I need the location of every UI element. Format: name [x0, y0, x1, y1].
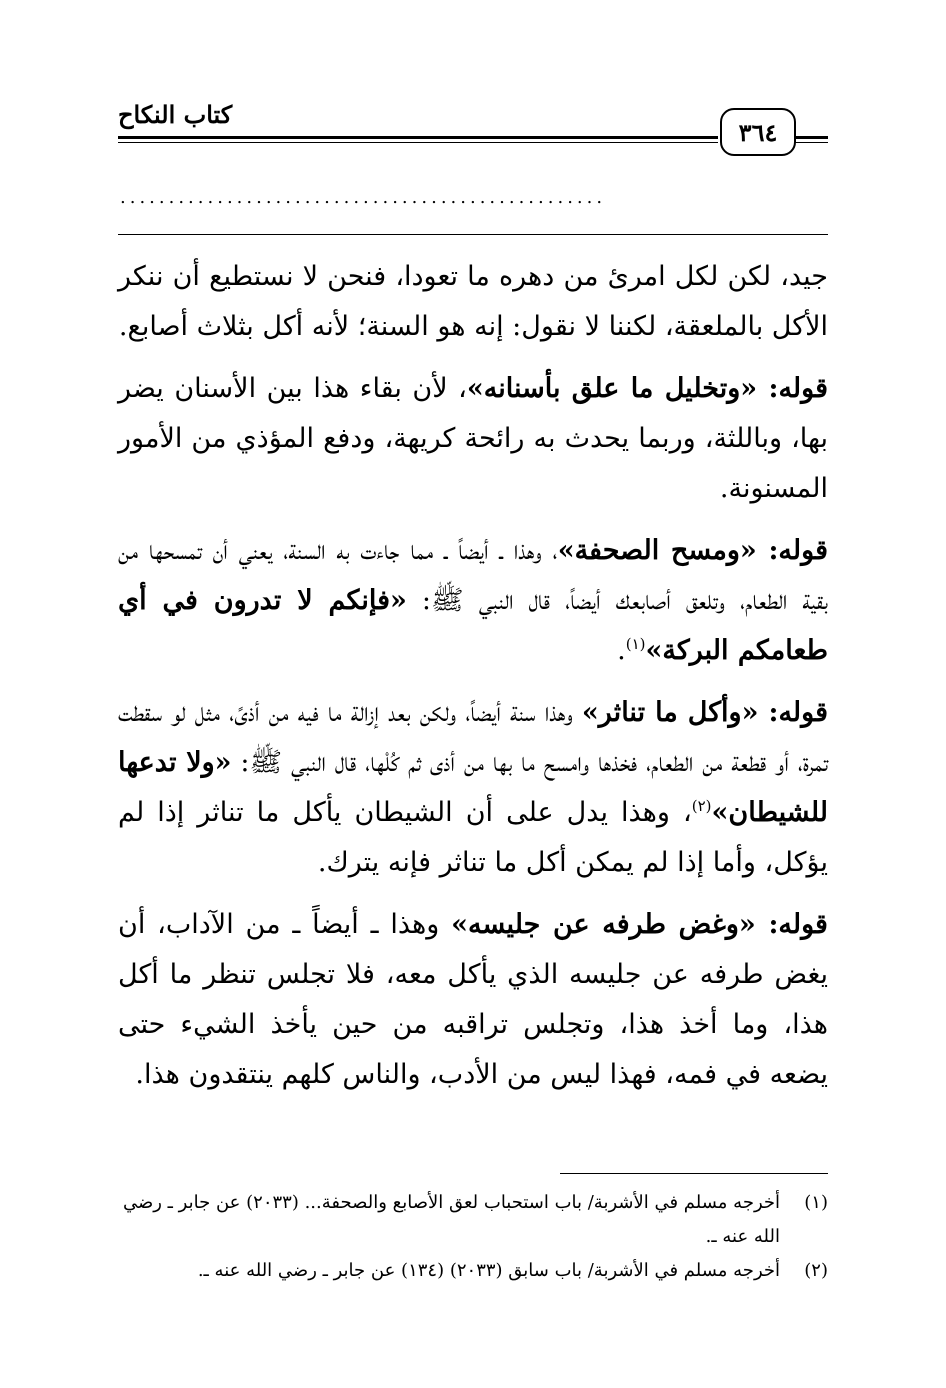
footnote-number: (١) — [804, 1192, 828, 1213]
footnote-ref: (٢) — [691, 797, 712, 815]
paragraph-tail: . — [617, 635, 626, 666]
paragraph — [118, 364, 828, 514]
paragraph — [118, 688, 828, 888]
paragraph-text: ، وهذا ـ أيضاً ـ مما جاءت به السنة، يعني أن تمسحها من بقية الطعام، وتلعق أصابعك أيضاً، قال النبي ﷺ: — [118, 535, 828, 616]
page-header — [118, 100, 828, 150]
footnote-text: أخرجه مسلم في الأشربة/ باب استحباب لعق الأصابع والصحفة... (٢٠٣٣) عن جابر ـ رضي الله عنه ـ. — [122, 1192, 780, 1247]
paragraph-text: جيد، لكن لكل امرئ من دهره ما تعودا، فنحن لا نستطيع أن ننكر الأكل بالملعقة، لكننا لا نقول: إنه هو السنة؛ لأنه أكل بثلاث أصابع. — [118, 261, 828, 342]
paragraph-lead: قوله: — [758, 697, 828, 728]
paragraph-text: وهذا ـ أيضاً ـ من الآداب، أن يغض طرفه عن جليسه الذي يأكل معه، فلا تجلس تنظر ما أكل هذا، وما أخذ هذا، وتجلس تراقبه من حين يأخذ الشيء حتى يضعه في فمه، فهذا ليس من الأدب، والناس كلهم ينتقدون هذا. — [118, 909, 828, 1090]
paragraph-lead: قوله: — [755, 909, 828, 940]
header-rule — [118, 136, 718, 139]
quoted-phrase: «وتخليل ما علق بأسنانه» — [466, 373, 758, 404]
footnote-text: أخرجه مسلم في الأشربة/ باب سابق (٢٠٣٣) (١٣٤) عن جابر ـ رضي الله عنه ـ. — [197, 1260, 780, 1281]
paragraph — [118, 526, 828, 676]
hadith-quote: «فإنكم لا تدرون في أي طعامكم البركة» — [118, 585, 828, 666]
paragraph-lead: قوله: — [756, 535, 828, 566]
footnotes — [118, 1186, 828, 1288]
top-rule — [118, 234, 828, 235]
paragraph-text: وهذا سنة أيضاً، ولكن بعد إزالة ما فيه من أذىً، مثل لو سقطت تمرة، أو قطعة من الطعام، فخذها وامسح ما بها من أذى ثم كُلْها، قال النبي ﷺ: — [118, 697, 829, 778]
header-rule-right — [793, 136, 828, 139]
footnote-ref: (١) — [625, 635, 646, 653]
quoted-phrase: «وغض طرفه عن جليسه» — [451, 909, 756, 940]
quoted-phrase: «ومسح الصحفة» — [557, 535, 757, 566]
footnote — [118, 1254, 828, 1288]
header-rule-right-thin — [793, 142, 828, 143]
paragraph-tail: ، وهذا يدل على أن الشيطان يأكل ما تناثر إذا لم يؤكل، وأما إذا لم يمكن أكل ما تناثر فإنه يترك. — [118, 797, 828, 878]
quoted-phrase: «وأكل ما تناثر» — [581, 697, 759, 728]
main-text — [118, 252, 828, 1112]
footnote-number: (٢) — [804, 1260, 828, 1281]
book-title: كتاب النكاح — [118, 100, 233, 129]
paragraph-text: ، لأن بقاء هذا بين الأسنان يضر بها، وباللثة، وربما يحدث به رائحة كريهة، ودفع المؤذي من الأمور المسنونة. — [118, 373, 828, 504]
header-rule-thin — [118, 142, 718, 143]
paragraph — [118, 252, 828, 352]
footnote-rule — [560, 1173, 828, 1174]
page-number: ٣٦٤ — [720, 108, 796, 156]
paragraph-lead: قوله: — [757, 373, 829, 404]
hadith-quote: «ولا تدعها للشيطان» — [118, 747, 828, 828]
dotted-separator: .................................................. — [120, 188, 607, 208]
paragraph — [118, 900, 828, 1100]
footnote — [118, 1186, 828, 1254]
